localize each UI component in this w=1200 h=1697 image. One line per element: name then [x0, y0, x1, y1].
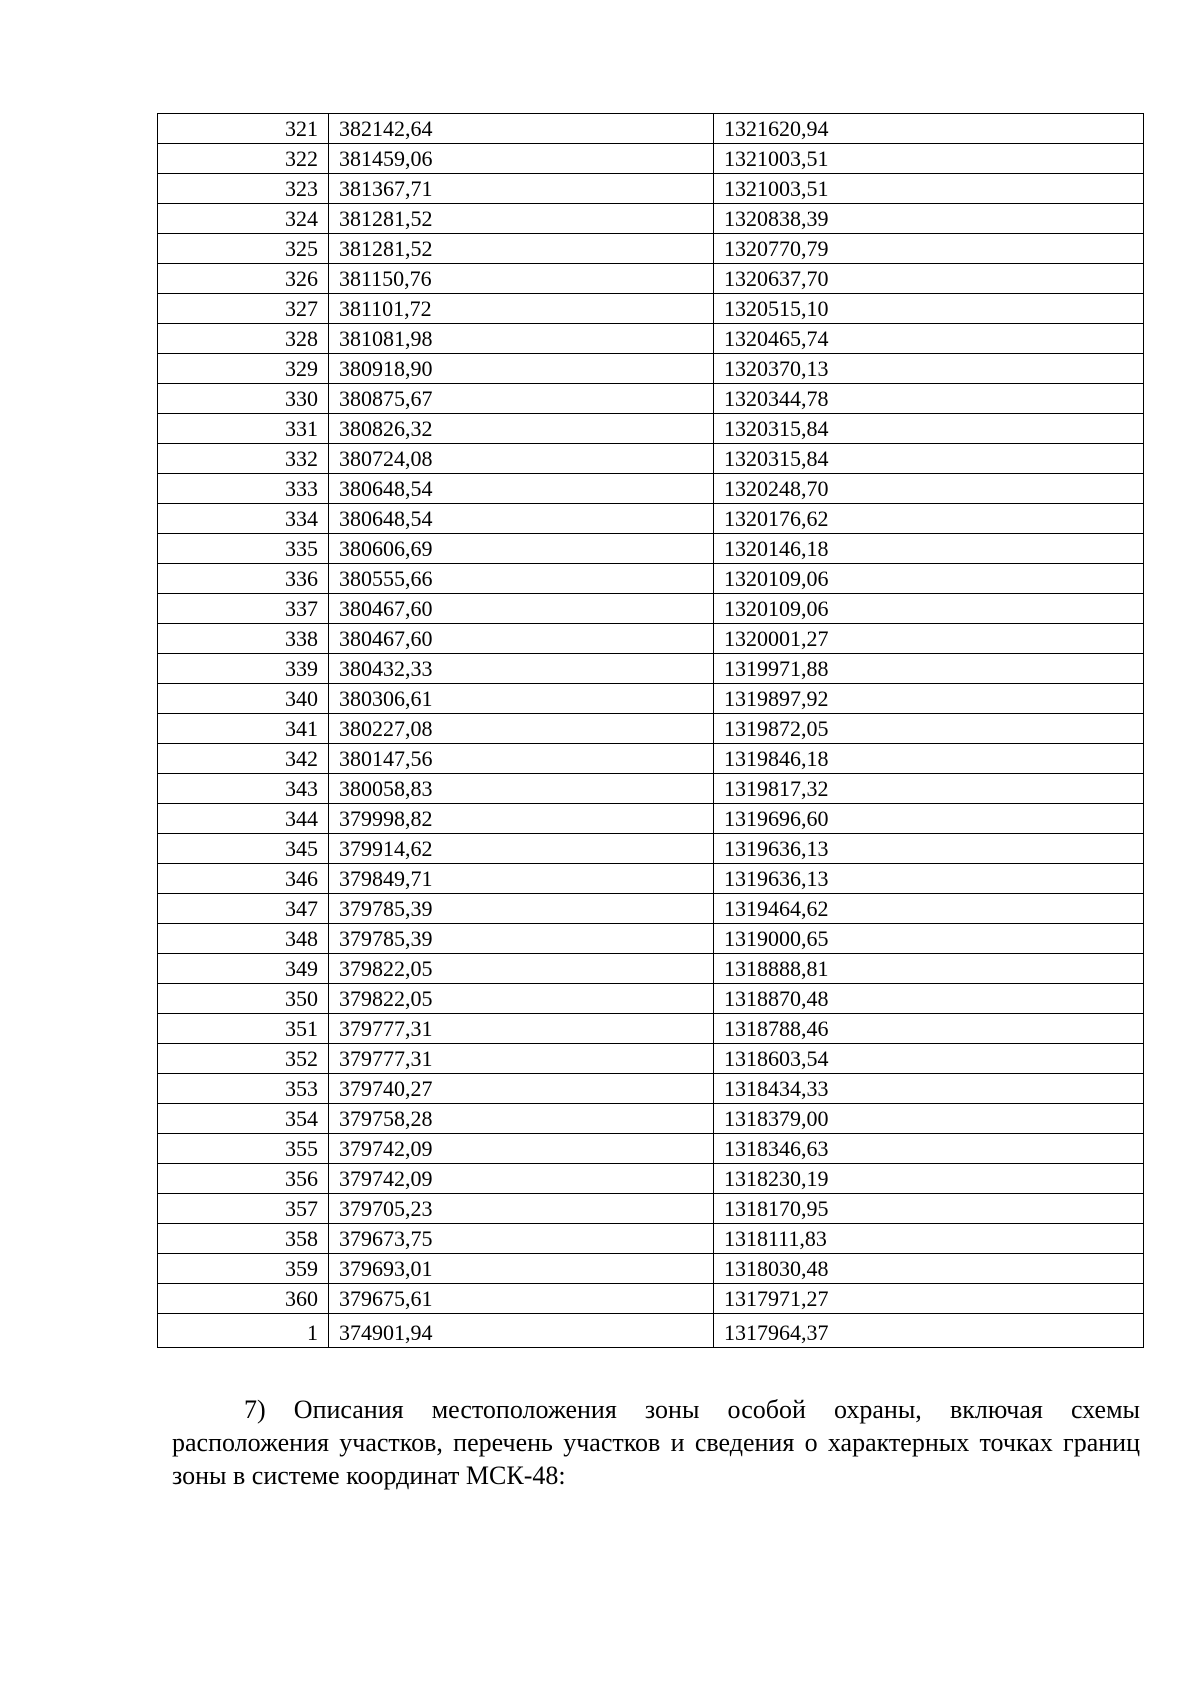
- y-coordinate-cell: 1319636,13: [714, 864, 1144, 894]
- point-number-cell: 330: [158, 384, 329, 414]
- table-row: [158, 204, 1144, 234]
- point-number-cell: 345: [158, 834, 329, 864]
- x-coordinate-cell: 379742,09: [329, 1134, 714, 1164]
- table-row: [158, 1284, 1144, 1314]
- y-coordinate-cell: 1319696,60: [714, 804, 1144, 834]
- point-number-cell: 350: [158, 984, 329, 1014]
- y-coordinate-cell: 1320344,78: [714, 384, 1144, 414]
- table-row: [158, 1314, 1144, 1348]
- point-number-cell: 360: [158, 1284, 329, 1314]
- x-coordinate-cell: 379740,27: [329, 1074, 714, 1104]
- point-number-cell: 334: [158, 504, 329, 534]
- x-coordinate-cell: 380467,60: [329, 594, 714, 624]
- y-coordinate-cell: 1320370,13: [714, 354, 1144, 384]
- point-number-cell: 352: [158, 1044, 329, 1074]
- point-number-cell: 344: [158, 804, 329, 834]
- x-coordinate-cell: 380227,08: [329, 714, 714, 744]
- point-number-cell: 324: [158, 204, 329, 234]
- y-coordinate-cell: 1320315,84: [714, 414, 1144, 444]
- x-coordinate-cell: 380555,66: [329, 564, 714, 594]
- x-coordinate-cell: 380606,69: [329, 534, 714, 564]
- point-number-cell: 332: [158, 444, 329, 474]
- y-coordinate-cell: 1319636,13: [714, 834, 1144, 864]
- table-row: [158, 624, 1144, 654]
- table-row: [158, 1164, 1144, 1194]
- y-coordinate-cell: 1320176,62: [714, 504, 1144, 534]
- y-coordinate-cell: 1319000,65: [714, 924, 1144, 954]
- point-number-cell: 348: [158, 924, 329, 954]
- y-coordinate-cell: 1320248,70: [714, 474, 1144, 504]
- point-number-cell: 339: [158, 654, 329, 684]
- point-number-cell: 327: [158, 294, 329, 324]
- table-row: [158, 804, 1144, 834]
- point-number-cell: 337: [158, 594, 329, 624]
- x-coordinate-cell: 381081,98: [329, 324, 714, 354]
- y-coordinate-cell: 1319971,88: [714, 654, 1144, 684]
- table-row: [158, 1014, 1144, 1044]
- point-number-cell: 325: [158, 234, 329, 264]
- x-coordinate-cell: 379673,75: [329, 1224, 714, 1254]
- x-coordinate-cell: 380467,60: [329, 624, 714, 654]
- point-number-cell: 1: [158, 1314, 329, 1348]
- point-number-cell: 338: [158, 624, 329, 654]
- table-row: [158, 924, 1144, 954]
- table-row: [158, 834, 1144, 864]
- x-coordinate-cell: 380648,54: [329, 474, 714, 504]
- coordinates-table: [157, 113, 1144, 1348]
- x-coordinate-cell: 381150,76: [329, 264, 714, 294]
- table-row: [158, 294, 1144, 324]
- x-coordinate-cell: 379705,23: [329, 1194, 714, 1224]
- y-coordinate-cell: 1319872,05: [714, 714, 1144, 744]
- y-coordinate-cell: 1318603,54: [714, 1044, 1144, 1074]
- x-coordinate-cell: 382142,64: [329, 114, 714, 144]
- point-number-cell: 322: [158, 144, 329, 174]
- y-coordinate-cell: 1320146,18: [714, 534, 1144, 564]
- point-number-cell: 331: [158, 414, 329, 444]
- y-coordinate-cell: 1318170,95: [714, 1194, 1144, 1224]
- point-number-cell: 323: [158, 174, 329, 204]
- table-row: [158, 684, 1144, 714]
- point-number-cell: 359: [158, 1254, 329, 1284]
- table-row: [158, 504, 1144, 534]
- x-coordinate-cell: 381101,72: [329, 294, 714, 324]
- x-coordinate-cell: 380875,67: [329, 384, 714, 414]
- y-coordinate-cell: 1321003,51: [714, 174, 1144, 204]
- point-number-cell: 328: [158, 324, 329, 354]
- table-row: [158, 144, 1144, 174]
- x-coordinate-cell: 380826,32: [329, 414, 714, 444]
- point-number-cell: 347: [158, 894, 329, 924]
- x-coordinate-cell: 380648,54: [329, 504, 714, 534]
- point-number-cell: 343: [158, 774, 329, 804]
- table-row: [158, 774, 1144, 804]
- y-coordinate-cell: 1317971,27: [714, 1284, 1144, 1314]
- x-coordinate-cell: 380918,90: [329, 354, 714, 384]
- table-row: [158, 714, 1144, 744]
- y-coordinate-cell: 1318346,63: [714, 1134, 1144, 1164]
- x-coordinate-cell: 379758,28: [329, 1104, 714, 1134]
- y-coordinate-cell: 1318788,46: [714, 1014, 1144, 1044]
- x-coordinate-cell: 379998,82: [329, 804, 714, 834]
- point-number-cell: 329: [158, 354, 329, 384]
- y-coordinate-cell: 1320109,06: [714, 594, 1144, 624]
- y-coordinate-cell: 1320001,27: [714, 624, 1144, 654]
- y-coordinate-cell: 1320770,79: [714, 234, 1144, 264]
- table-row: [158, 954, 1144, 984]
- point-number-cell: 346: [158, 864, 329, 894]
- y-coordinate-cell: 1318030,48: [714, 1254, 1144, 1284]
- y-coordinate-cell: 1320315,84: [714, 444, 1144, 474]
- point-number-cell: 335: [158, 534, 329, 564]
- x-coordinate-cell: 379777,31: [329, 1044, 714, 1074]
- coordinates-table-body: [158, 114, 1144, 1348]
- y-coordinate-cell: 1320515,10: [714, 294, 1144, 324]
- table-row: [158, 984, 1144, 1014]
- point-number-cell: 326: [158, 264, 329, 294]
- table-row: [158, 1074, 1144, 1104]
- x-coordinate-cell: 379822,05: [329, 954, 714, 984]
- table-row: [158, 264, 1144, 294]
- table-row: [158, 1254, 1144, 1284]
- table-row: [158, 1134, 1144, 1164]
- point-number-cell: 341: [158, 714, 329, 744]
- y-coordinate-cell: 1318434,33: [714, 1074, 1144, 1104]
- y-coordinate-cell: 1319464,62: [714, 894, 1144, 924]
- x-coordinate-cell: 379693,01: [329, 1254, 714, 1284]
- point-number-cell: 336: [158, 564, 329, 594]
- x-coordinate-cell: 379675,61: [329, 1284, 714, 1314]
- y-coordinate-cell: 1319817,32: [714, 774, 1144, 804]
- y-coordinate-cell: 1320109,06: [714, 564, 1144, 594]
- point-number-cell: 355: [158, 1134, 329, 1164]
- point-number-cell: 342: [158, 744, 329, 774]
- table-row: [158, 654, 1144, 684]
- y-coordinate-cell: 1318111,83: [714, 1224, 1144, 1254]
- x-coordinate-cell: 381367,71: [329, 174, 714, 204]
- y-coordinate-cell: 1321003,51: [714, 144, 1144, 174]
- table-row: [158, 534, 1144, 564]
- y-coordinate-cell: 1320637,70: [714, 264, 1144, 294]
- point-number-cell: 349: [158, 954, 329, 984]
- x-coordinate-cell: 380058,83: [329, 774, 714, 804]
- table-row: [158, 894, 1144, 924]
- table-row: [158, 384, 1144, 414]
- y-coordinate-cell: 1318230,19: [714, 1164, 1144, 1194]
- x-coordinate-cell: 379914,62: [329, 834, 714, 864]
- y-coordinate-cell: 1319846,18: [714, 744, 1144, 774]
- x-coordinate-cell: 379785,39: [329, 924, 714, 954]
- point-number-cell: 340: [158, 684, 329, 714]
- x-coordinate-cell: 374901,94: [329, 1314, 714, 1348]
- point-number-cell: 321: [158, 114, 329, 144]
- point-number-cell: 353: [158, 1074, 329, 1104]
- point-number-cell: 356: [158, 1164, 329, 1194]
- table-row: [158, 174, 1144, 204]
- table-row: [158, 414, 1144, 444]
- point-number-cell: 351: [158, 1014, 329, 1044]
- table-row: [158, 1044, 1144, 1074]
- point-number-cell: 354: [158, 1104, 329, 1134]
- point-number-cell: 357: [158, 1194, 329, 1224]
- y-coordinate-cell: 1320838,39: [714, 204, 1144, 234]
- table-row: [158, 1104, 1144, 1134]
- x-coordinate-cell: 379849,71: [329, 864, 714, 894]
- table-row: [158, 234, 1144, 264]
- x-coordinate-cell: 380147,56: [329, 744, 714, 774]
- table-row: [158, 864, 1144, 894]
- x-coordinate-cell: 379742,09: [329, 1164, 714, 1194]
- y-coordinate-cell: 1320465,74: [714, 324, 1144, 354]
- x-coordinate-cell: 381281,52: [329, 234, 714, 264]
- point-number-cell: 333: [158, 474, 329, 504]
- x-coordinate-cell: 379822,05: [329, 984, 714, 1014]
- y-coordinate-cell: 1319897,92: [714, 684, 1144, 714]
- section-paragraph: 7) Описания местоположения зоны особой охраны, включая схемы расположения участков, перечень участков и сведения о характерных точках границ зоны в системе координат МСК-48:: [172, 1395, 1140, 1490]
- table-row: [158, 474, 1144, 504]
- y-coordinate-cell: 1321620,94: [714, 114, 1144, 144]
- table-row: [158, 114, 1144, 144]
- table-row: [158, 594, 1144, 624]
- x-coordinate-cell: 380306,61: [329, 684, 714, 714]
- table-row: [158, 1224, 1144, 1254]
- x-coordinate-cell: 380432,33: [329, 654, 714, 684]
- x-coordinate-cell: 381281,52: [329, 204, 714, 234]
- table-row: [158, 354, 1144, 384]
- y-coordinate-cell: 1317964,37: [714, 1314, 1144, 1348]
- y-coordinate-cell: 1318888,81: [714, 954, 1144, 984]
- point-number-cell: 358: [158, 1224, 329, 1254]
- table-row: [158, 564, 1144, 594]
- table-row: [158, 324, 1144, 354]
- table-row: [158, 1194, 1144, 1224]
- x-coordinate-cell: 379777,31: [329, 1014, 714, 1044]
- x-coordinate-cell: 379785,39: [329, 894, 714, 924]
- y-coordinate-cell: 1318379,00: [714, 1104, 1144, 1134]
- x-coordinate-cell: 380724,08: [329, 444, 714, 474]
- table-row: [158, 744, 1144, 774]
- y-coordinate-cell: 1318870,48: [714, 984, 1144, 1014]
- x-coordinate-cell: 381459,06: [329, 144, 714, 174]
- table-row: [158, 444, 1144, 474]
